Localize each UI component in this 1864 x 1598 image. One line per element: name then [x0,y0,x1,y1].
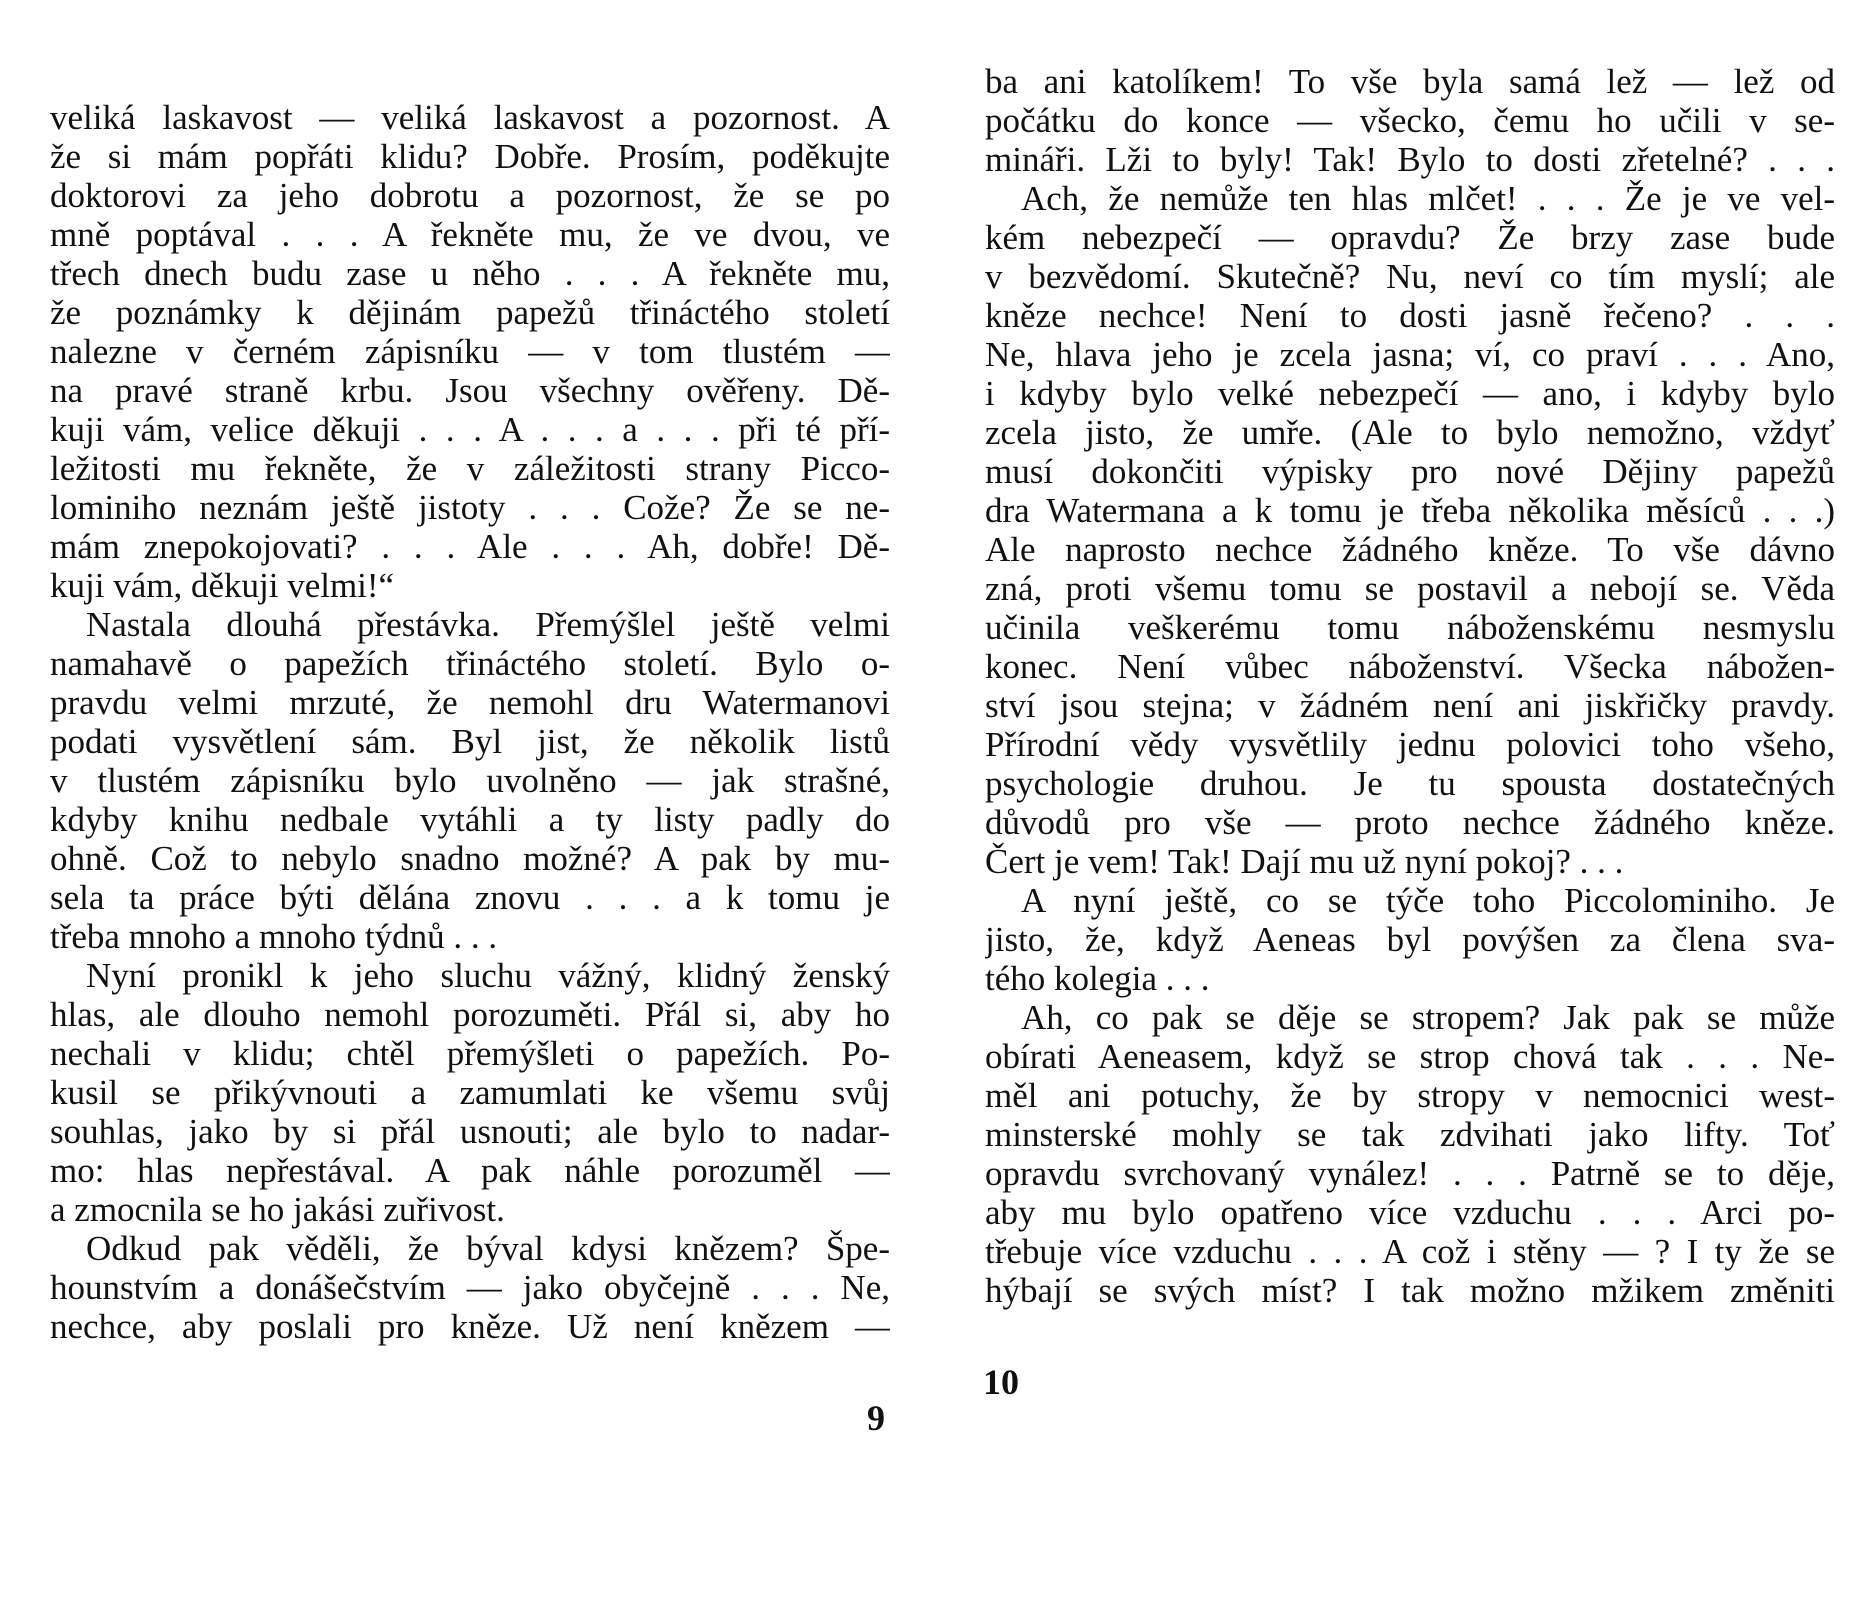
text-line: lominiho neznám ještě jistoty . . . Cože? Že se ne- [50,488,890,527]
text-line: Přírodní vědy vysvětlily jednu polovici toho všeho, [985,725,1835,764]
text-line: pravdu velmi mrzuté, že nemohl dru Watermanovi [50,683,890,722]
text-line: Čert je vem! Tak! Dají mu už nyní pokoj? . . . [985,842,1624,881]
text-line: měl ani potuchy, že by stropy v nemocnici west- [985,1076,1835,1115]
text-line: opravdu svrchovaný vynález! . . . Patrně se to děje, [985,1154,1835,1193]
text-line: nechali v klidu; chtěl přemýšleti o papežích. Po- [50,1034,890,1073]
text-line: dra Watermana a k tomu je třeba několika měsíců . . .) [985,491,1835,530]
text-line: hounstvím a donášečstvím — jako obyčejně . . . Ne, [50,1268,890,1307]
text-line: souhlas, jako by si přál usnouti; ale bylo to nadar- [50,1112,890,1151]
text-line: obírati Aeneasem, když se strop chová tak . . . Ne- [985,1037,1835,1076]
text-line: důvodů pro vše — proto nechce žádného kněze. [985,803,1835,842]
text-line: ství jsou stejna; v žádném není ani jiskřičky pravdy. [985,686,1835,725]
text-line: Ne, hlava jeho je zcela jasna; ví, co praví . . . Ano, [985,335,1835,374]
text-line: hlas, ale dlouho nemohl porozuměti. Přál si, aby ho [50,995,890,1034]
text-line: že si mám popřáti klidu? Dobře. Prosím, poděkujte [50,137,890,176]
text-line: a zmocnila se ho jakási zuřivost. [50,1190,505,1229]
text-line: zcela jisto, že umře. (Ale to bylo nemožno, vždyť [985,413,1835,452]
text-line: třeba mnoho a mnoho týdnů . . . [50,917,498,956]
text-line: třebuje více vzduchu . . . A což i stěny — ? I ty že se [985,1232,1835,1271]
text-line: třech dnech budu zase u něho . . . A řekněte mu, [50,254,890,293]
text-line: že poznámky k dějinám papežů třináctého století [50,293,890,332]
text-line: i kdyby bylo velké nebezpečí — ano, i kdyby bylo [985,374,1835,413]
text-line: jisto, že, když Aeneas byl povýšen za člena sva- [985,920,1835,959]
text-line: kuji vám, velice děkuji . . . A . . . a . . . při té pří- [50,410,890,449]
text-line: mně poptával . . . A řekněte mu, že ve dvou, ve [50,215,890,254]
left-page-number: 9 [867,1398,885,1438]
text-line: sela ta práce býti dělána znovu . . . a k tomu je [50,878,890,917]
text-line: ba ani katolíkem! To vše byla samá lež — lež od [985,62,1835,101]
text-line: hýbají se svých míst? I tak možno mžikem změniti [985,1271,1835,1310]
text-line: učinila veškerému tomu náboženskému nesmyslu [985,608,1835,647]
text-line: kněze nechce! Není to dosti jasně řečeno? . . . [985,296,1835,335]
text-line: podati vysvětlení sám. Byl jist, že několik listů [50,722,890,761]
text-line: mo: hlas nepřestával. A pak náhle porozuměl — [50,1151,890,1190]
text-line: psychologie druhou. Je tu spousta dostatečných [985,764,1835,803]
text-line: Ach, že nemůže ten hlas mlčet! . . . Že je ve vel- [1021,179,1835,218]
text-line: zná, proti všemu tomu se postavil a nebojí se. Věda [985,569,1835,608]
text-line: mináři. Lži to byly! Tak! Bylo to dosti zřetelné? . . . [985,140,1835,179]
text-line: Odkud pak věděli, že býval kdysi knězem? Špe- [86,1229,890,1268]
text-line: tého kolegia . . . [985,959,1210,998]
text-line: Ale naprosto nechce žádného kněze. To vše dávno [985,530,1835,569]
text-line: kém nebezpečí — opravdu? Že brzy zase bude [985,218,1835,257]
text-line: mám znepokojovati? . . . Ale . . . Ah, dobře! Dě- [50,527,890,566]
text-line: v bezvědomí. Skutečně? Nu, neví co tím myslí; ale [985,257,1835,296]
text-line: nechce, aby poslali pro kněze. Už není knězem — [50,1307,890,1346]
right-page-number: 10 [983,1362,1019,1402]
right-page [985,62,1835,1562]
text-line: Nyní pronikl k jeho sluchu vážný, klidný ženský [86,956,890,995]
text-line: namahavě o papežích třináctého století. Bylo o- [50,644,890,683]
text-line: aby mu bylo opatřeno více vzduchu . . . Arci po- [985,1193,1835,1232]
text-line: počátku do konce — všecko, čemu ho učili v se- [985,101,1835,140]
text-line: kusil se přikývnouti a zamumlati ke všemu svůj [50,1073,890,1112]
left-page [50,98,890,1598]
text-line: doktorovi za jeho dobrotu a pozornost, že se po [50,176,890,215]
text-line: kdyby knihu nedbale vytáhli a ty listy padly do [50,800,890,839]
text-line: A nyní ještě, co se týče toho Piccolominiho. Je [1021,881,1835,920]
text-line: ohně. Což to nebylo snadno možné? A pak by mu- [50,839,890,878]
text-line: musí dokončiti výpisky pro nové Dějiny papežů [985,452,1835,491]
text-line: veliká laskavost — veliká laskavost a pozornost. A [50,98,890,137]
text-line: minsterské mohly se tak zdvihati jako lifty. Toť [985,1115,1835,1154]
text-line: konec. Není vůbec náboženství. Všecka nábožen- [985,647,1835,686]
text-line: Nastala dlouhá přestávka. Přemýšlel ještě velmi [86,605,890,644]
text-line: na pravé straně krbu. Jsou všechny ověřeny. Dě- [50,371,890,410]
text-line: nalezne v černém zápisníku — v tom tlustém — [50,332,890,371]
text-line: v tlustém zápisníku bylo uvolněno — jak strašné, [50,761,890,800]
text-line: kuji vám, děkuji velmi!“ [50,566,395,605]
text-line: Ah, co pak se děje se stropem? Jak pak se může [1021,998,1835,1037]
text-line: ležitosti mu řekněte, že v záležitosti strany Picco- [50,449,890,488]
